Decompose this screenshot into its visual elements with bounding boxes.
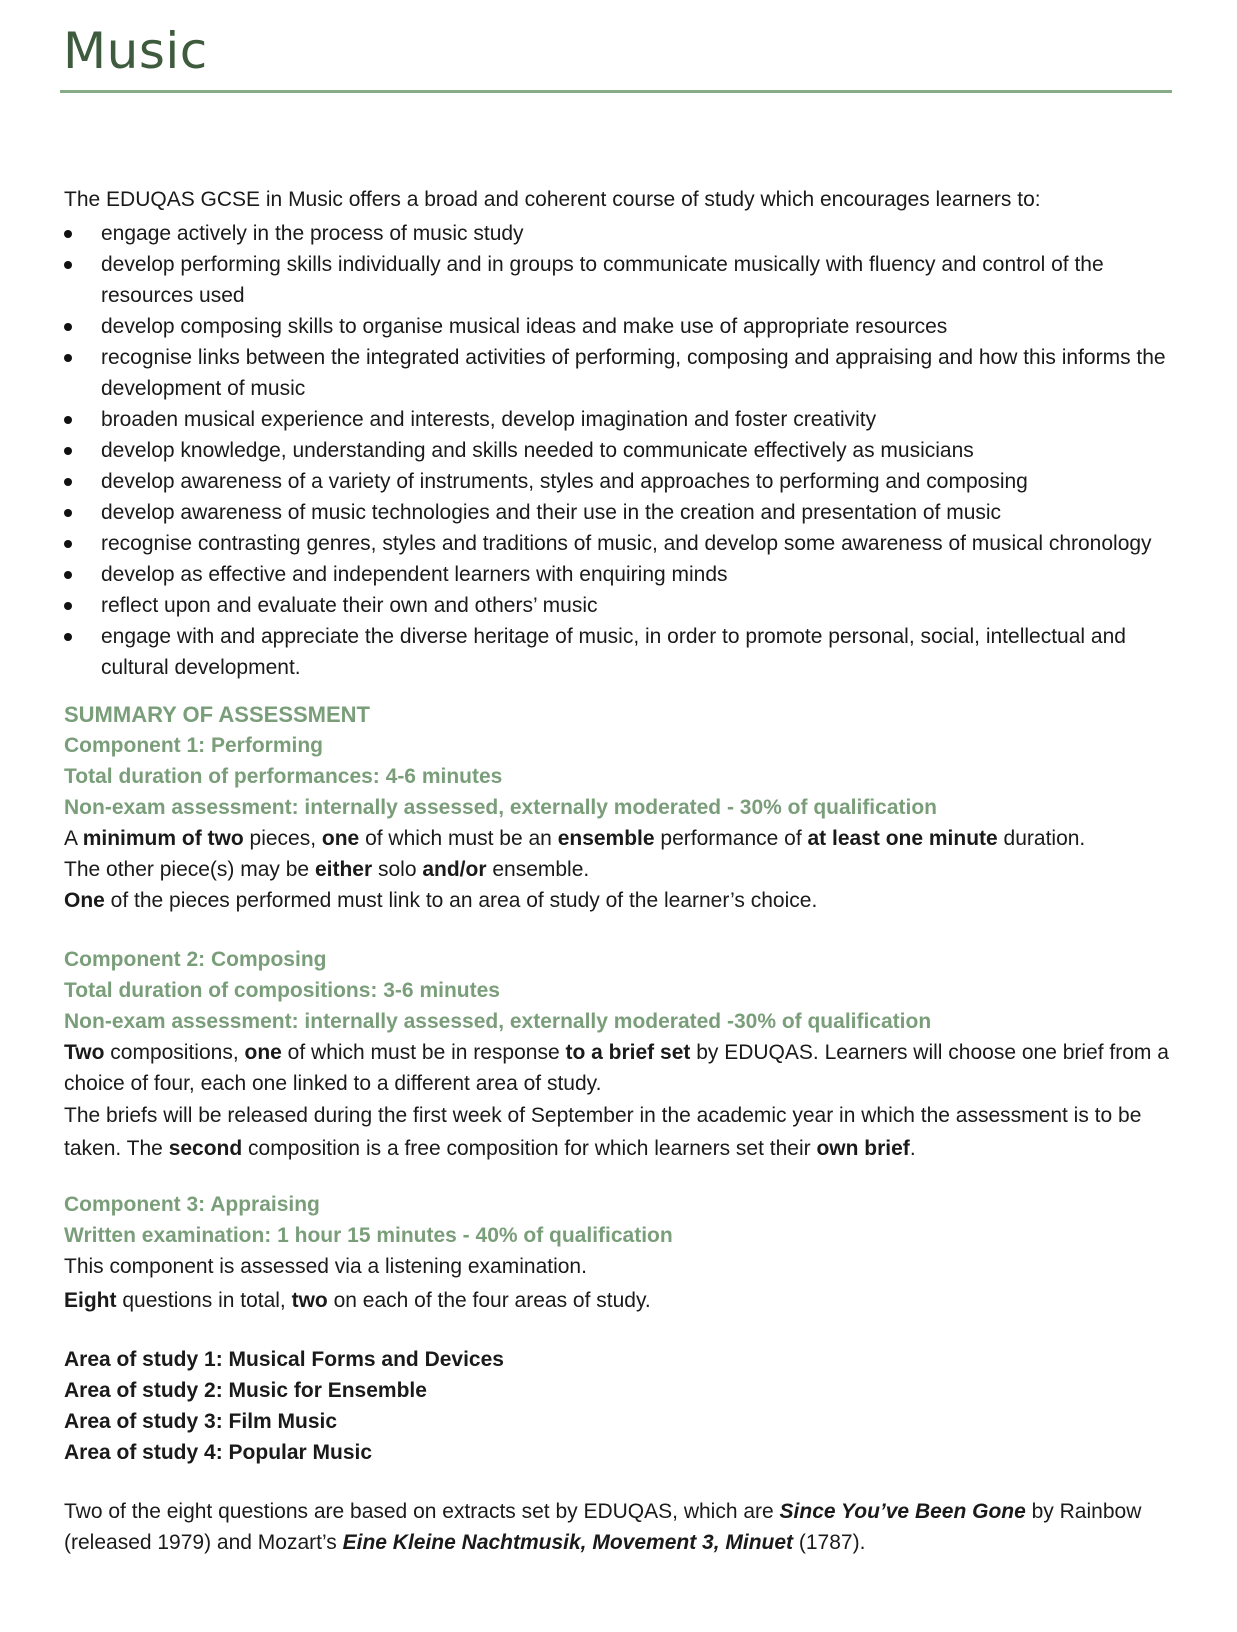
text-run: of which must be in response (281, 1041, 566, 1064)
text-run-bold: one (321, 827, 360, 850)
text-run-bold: one (244, 1041, 282, 1064)
text-run-bold: and/or (422, 858, 487, 881)
text-run: duration. (997, 827, 1086, 850)
component2-paragraph-1 (64, 1037, 1174, 1099)
text-run: . (909, 1137, 916, 1160)
list-item: recognise contrasting genres, styles and traditions of music, and develop some awareness of musical chronology (64, 528, 1174, 559)
list-item: broaden musical experience and interests, develop imagination and foster creativity (64, 404, 1174, 435)
list-item: engage with and appreciate the diverse heritage of music, in order to promote personal, social, intellectual and cultural development. (64, 621, 1174, 683)
component2-assessment: Non-exam assessment: internally assessed, externally moderated -30% of qualification (64, 1010, 932, 1033)
text-run: The briefs will be released during the first week of September in the academic year in which the assessment is to be taken. The (64, 1104, 1142, 1160)
text-run: performance of (654, 827, 808, 850)
area-of-study-4: Area of study 4: Popular Music (64, 1441, 373, 1464)
text-run: Two of the eight questions are based on extracts set by EDUQAS, which are (64, 1500, 780, 1523)
text-run: A (64, 827, 83, 850)
list-item: develop awareness of music technologies and their use in the creation and presentation of music (64, 497, 1174, 528)
list-item: reflect upon and evaluate their own and others’ music (64, 590, 1174, 621)
list-item: develop performing skills individually and in groups to communicate musically with fluency and control of the resources used (64, 249, 1174, 311)
component3-heading: Component 3: Appraising (64, 1193, 320, 1216)
document-body (64, 184, 1174, 1558)
list-item: develop knowledge, understanding and skills needed to communicate effectively as musicians (64, 435, 1174, 466)
area-of-study-1: Area of study 1: Musical Forms and Devices (64, 1348, 504, 1371)
text-run-bold: either (314, 858, 373, 881)
spacer (64, 1165, 1174, 1189)
component1-heading: Component 1: Performing (64, 734, 324, 757)
text-run-bold: minimum of two (82, 827, 244, 850)
text-run: of the pieces performed must link to an area of study of the learner’s choice. (104, 889, 818, 912)
intro-paragraph: The EDUQAS GCSE in Music offers a broad and coherent course of study which encourages learners to: (64, 188, 1041, 211)
text-run-bold: ensemble (557, 827, 655, 850)
text-run: on each of the four areas of study. (327, 1289, 651, 1312)
area-of-study-2: Area of study 2: Music for Ensemble (64, 1379, 427, 1402)
list-item: develop awareness of a variety of instruments, styles and approaches to performing and composing (64, 466, 1174, 497)
text-run: by Rainbow (released 1979) and Mozart’s (64, 1500, 1142, 1554)
spacer (64, 1468, 1174, 1496)
component1-paragraph-3 (64, 885, 1174, 916)
text-run: The other piece(s) may be (64, 858, 315, 881)
text-run: questions in total, (116, 1289, 292, 1312)
list-item: develop composing skills to organise musical ideas and make use of appropriate resources (64, 311, 1174, 342)
text-run-bold: two (291, 1289, 328, 1312)
list-item: engage actively in the process of music study (64, 218, 1174, 249)
component1-assessment: Non-exam assessment: internally assessed, externally moderated - 30% of qualification (64, 796, 937, 819)
spacer (64, 916, 1174, 944)
text-run: by EDUQAS. Learners will choose one brief from a choice of four, each one linked to a different area of study. (64, 1041, 1169, 1095)
text-run: of which must be an (359, 827, 558, 850)
component3-paragraph-1: This component is assessed via a listening examination. (64, 1255, 587, 1278)
set-work-title: Eine Kleine Nachtmusik, Movement 3, Minuet (342, 1531, 794, 1554)
list-item: recognise links between the integrated activities of performing, composing and appraising and how this informs the development of music (64, 342, 1174, 404)
text-run-bold: own brief (816, 1137, 910, 1160)
component2-heading: Component 2: Composing (64, 948, 327, 971)
area-of-study-3: Area of study 3: Film Music (64, 1410, 338, 1433)
text-run: compositions, (104, 1041, 245, 1064)
text-run-bold: Eight (64, 1289, 117, 1312)
text-run: solo (372, 858, 423, 881)
component2-paragraph-2 (64, 1099, 1174, 1165)
set-works-paragraph (64, 1496, 1174, 1558)
text-run: ensemble. (486, 858, 590, 881)
component2-duration: Total duration of compositions: 3-6 minutes (64, 979, 500, 1002)
component1-duration: Total duration of performances: 4-6 minutes (64, 765, 503, 788)
text-run: (1787). (793, 1531, 866, 1554)
summary-heading: SUMMARY OF ASSESSMENT (64, 702, 370, 727)
page-title: Music (63, 22, 208, 80)
text-run-bold: One (64, 889, 105, 912)
title-divider (60, 90, 1172, 93)
spacer (64, 1316, 1174, 1344)
component3-paragraph-2 (64, 1285, 1174, 1316)
text-run-bold: Two (64, 1041, 105, 1064)
component1-paragraph-2 (64, 854, 1174, 885)
aims-list (64, 218, 1174, 683)
text-run-bold: to a brief set (565, 1041, 691, 1064)
component3-exam: Written examination: 1 hour 15 minutes - 40% of qualification (64, 1224, 673, 1247)
text-run-bold: second (168, 1137, 243, 1160)
list-item: develop as effective and independent learners with enquiring minds (64, 559, 1174, 590)
text-run: composition is a free composition for which learners set their (242, 1137, 817, 1160)
set-work-title: Since You’ve Been Gone (779, 1500, 1026, 1523)
component1-paragraph-1 (64, 823, 1174, 854)
text-run: pieces, (243, 827, 322, 850)
text-run-bold: at least one minute (807, 827, 998, 850)
